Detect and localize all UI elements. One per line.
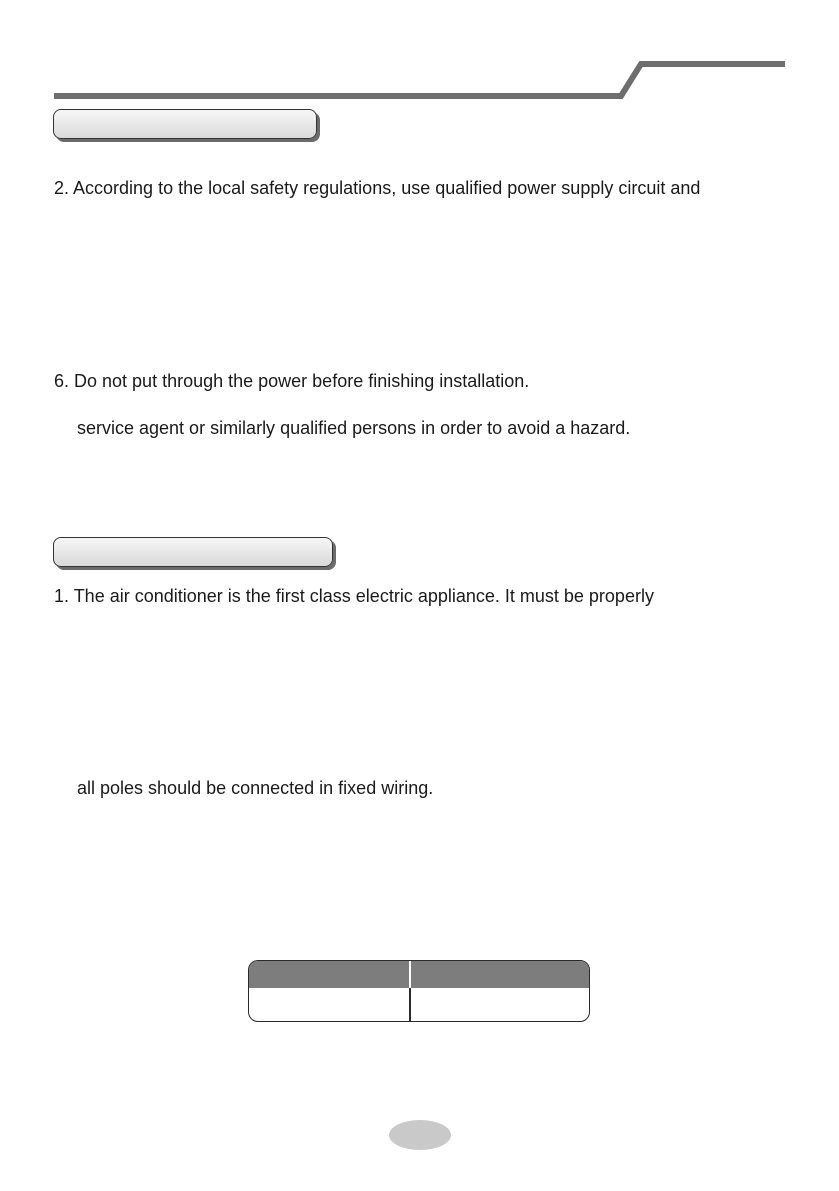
section-tab-1 <box>53 109 317 139</box>
table-header-divider <box>409 961 411 988</box>
text-line-4: 1. The air conditioner is the first class electric appliance. It must be properly <box>54 586 654 606</box>
section-tab-2 <box>53 537 333 567</box>
data-table <box>248 960 590 1022</box>
page-number-badge <box>389 1120 451 1150</box>
text-line-1: 2. According to the local safety regulations, use qualified power supply circuit and <box>54 178 701 198</box>
text-line-5: all poles should be connected in fixed wiring. <box>77 778 434 798</box>
text-line-3: service agent or similarly qualified persons in order to avoid a hazard. <box>77 418 631 438</box>
table-header-row <box>249 961 589 988</box>
header-rule <box>0 0 839 110</box>
text-line-2: 6. Do not put through the power before finishing installation. <box>54 371 530 391</box>
